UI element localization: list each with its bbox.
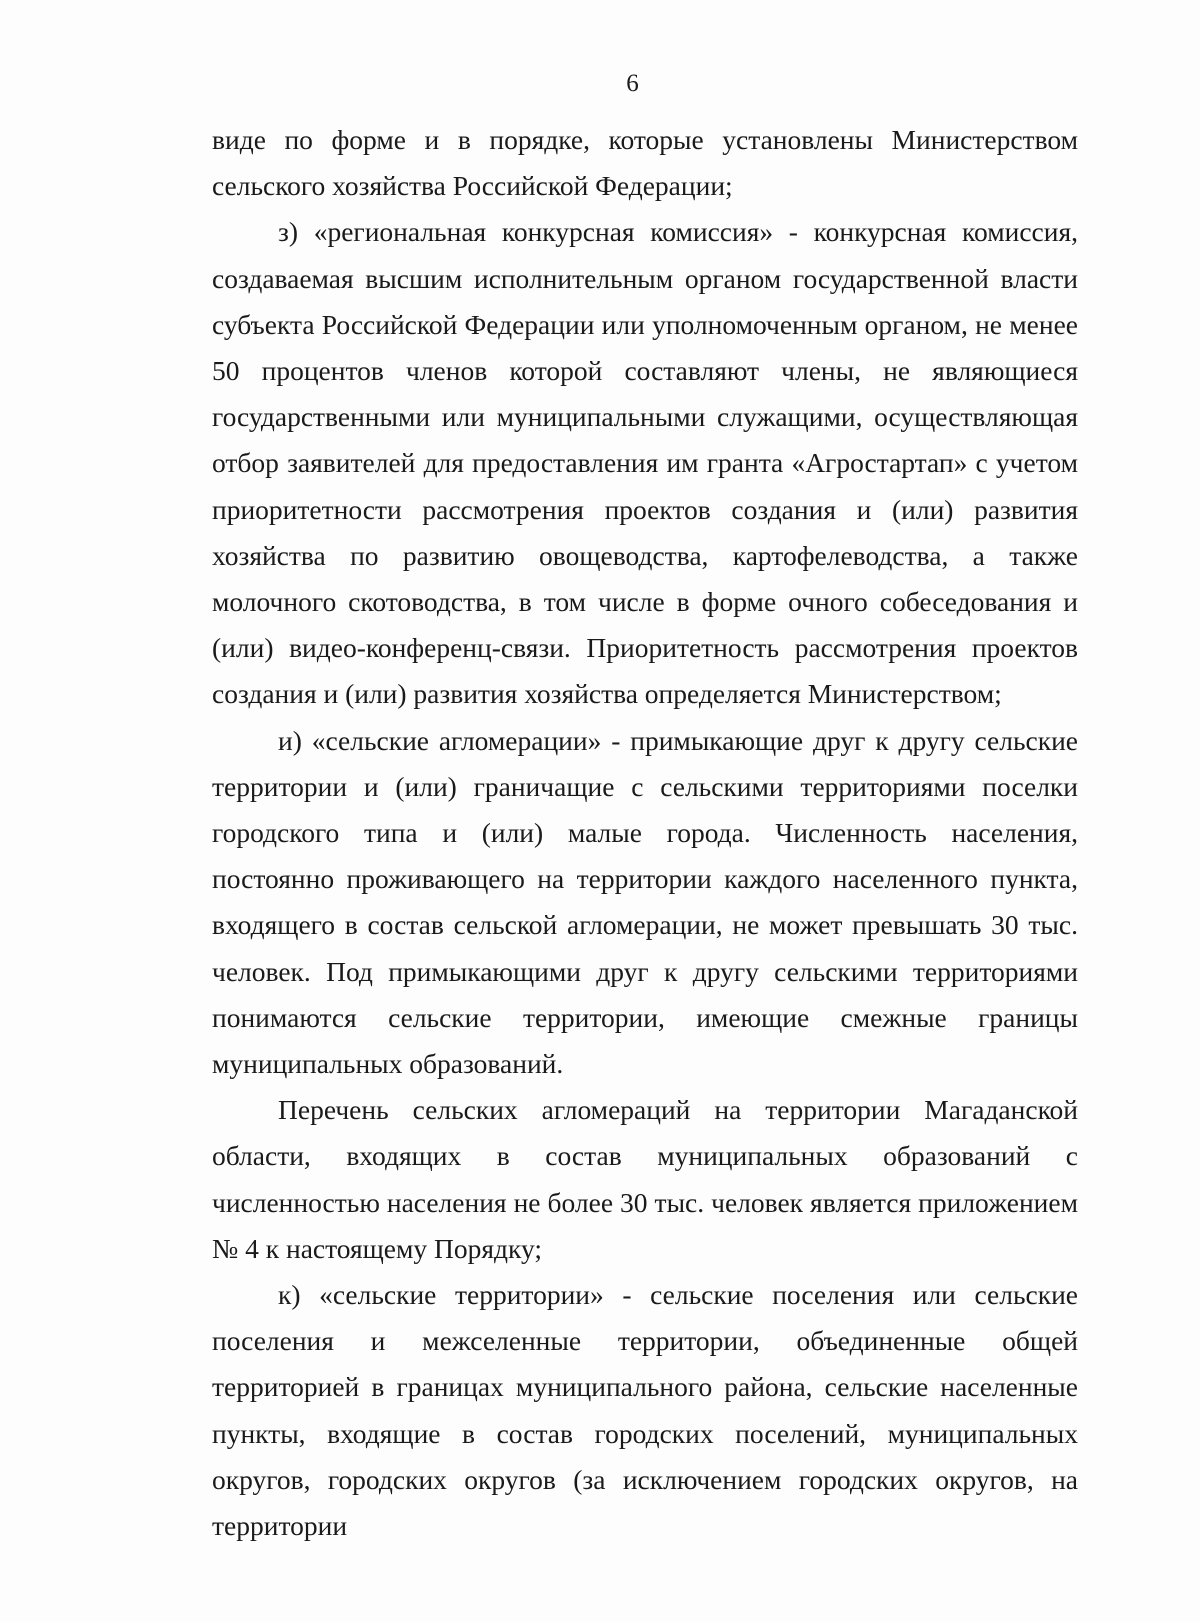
- paragraph-z-regional-commission: з) «региональная конкурсная комиссия» - конкурсная комиссия, создаваемая высшим исполнительным органом государственной власти субъекта Российской Федерации или уполномоченным органом, не менее 50 процентов членов которой составляют члены, не являющиеся государственными или муниципальными служащими, осуществляющая отбор заявителей для предоставления им гранта «Агростартап» с учетом приоритетности рассмотрения проектов создания и (или) развития хозяйства по развитию овощеводства, картофелеводства, а также молочного скотоводства, в том числе в форме очного собеседования и (или) видео-конференц-связи. Приоритетность рассмотрения проектов создания и (или) развития хозяйства определяется Министерством;: [212, 216, 1078, 710]
- paragraph-agglomeration-list: Перечень сельских агломераций на территории Магаданской области, входящих в состав муниципальных образований с численностью населения не более 30 тыс. человек является приложением № 4 к настоящему Порядку;: [212, 1094, 1078, 1264]
- page-number: 6: [626, 70, 639, 97]
- paragraph-i-rural-agglomerations: и) «сельские агломерации» - примыкающие друг к другу сельские территории и (или) граничащие с сельскими территориями поселки городского типа и (или) малые города. Численность населения, постоянно проживающего на территории каждого населенного пункта, входящего в состав сельской агломерации, не может превышать 30 тыс. человек. Под примыкающими друг к другу сельскими территориями понимаются сельские территории, имеющие смежные границы муниципальных образований.: [212, 724, 1078, 1080]
- document-body: [212, 117, 1078, 1549]
- paragraph-k-rural-territories: к) «сельские территории» - сельские поселения или сельские поселения и межселенные территории, объединенные общей территорией в границах муниципального района, сельские населенные пункты, входящие в состав городских поселений, муниципальных округов, городских округов (за исключением городских округов, на территории: [212, 1279, 1078, 1542]
- paragraph-continuation: виде по форме и в порядке, которые установлены Министерством сельского хозяйства Российской Федерации;: [212, 124, 1078, 202]
